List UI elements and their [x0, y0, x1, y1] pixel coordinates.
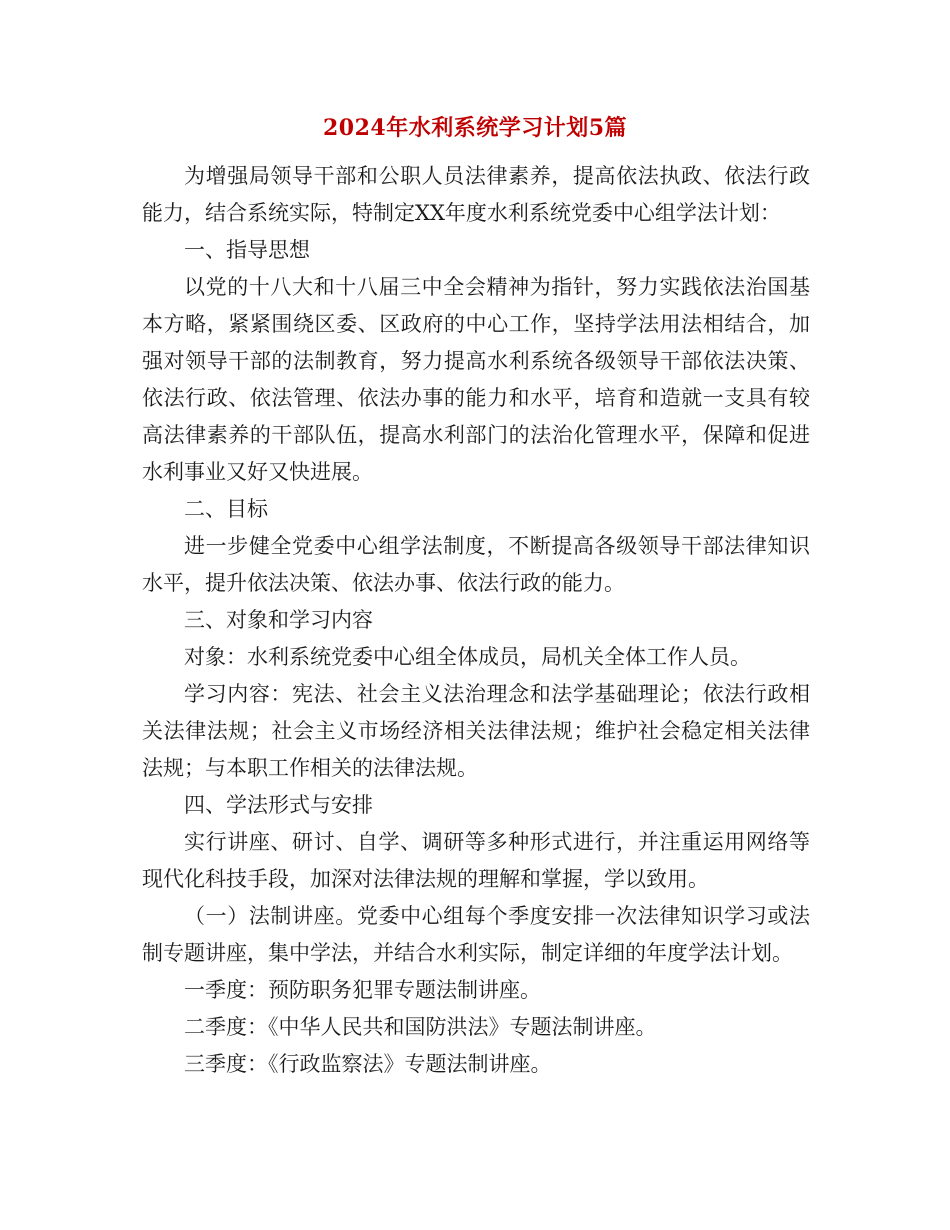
guiding-thought-paragraph: 以党的十八大和十八届三中全会精神为指针，努力实践依法治国基本方略，紧紧围绕区委、区政府的中心工作，坚持学法用法相结合，加强对领导干部的法制教育，努力提高水利系统各级领导干部依法决策、依法行政、依法管理、依法办事的能力和水平，培育和造就一支具有较高法律素养的干部队伍，提高水利部门的法治化管理水平，保障和促进水利事业又好又快进展。 [142, 275, 810, 484]
section-heading-goals: 二、目标 [184, 497, 268, 521]
quarter-1-item: 一季度：预防职务犯罪专题法制讲座。 [184, 978, 541, 1002]
section-heading-targets-content: 三、对象和学习内容 [184, 608, 373, 632]
section-heading-guiding-thought: 一、指导思想 [184, 238, 310, 262]
quarter-2-item: 二季度：《中华人民共和国防洪法》专题法制讲座。 [184, 1015, 657, 1039]
intro-paragraph: 为增强局领导干部和公职人员法律素养，提高依法执政、依法行政能力，结合系统实际，特制定XX年度水利系统党委中心组学法计划： [142, 164, 810, 225]
goals-paragraph: 进一步健全党委中心组学法制度，不断提高各级领导干部法律知识水平，提升依法决策、依法办事、依法行政的能力。 [142, 534, 810, 595]
lecture-paragraph: （一）法制讲座。党委中心组每个季度安排一次法律知识学习或法制专题讲座，集中学法，并结合水利实际，制定详细的年度学法计划。 [142, 904, 810, 965]
study-content-paragraph: 学习内容：宪法、社会主义法治理念和法学基础理论；依法行政相关法律法规；社会主义市场经济相关法律法规；维护社会稳定相关法律法规；与本职工作相关的法律法规。 [142, 682, 810, 780]
targets-paragraph: 对象：水利系统党委中心组全体成员，局机关全体工作人员。 [184, 645, 751, 669]
document-body [142, 158, 810, 1083]
forms-paragraph: 实行讲座、研讨、自学、调研等多种形式进行，并注重运用网络等现代化科技手段，加深对法律法规的理解和掌握，学以致用。 [142, 830, 810, 891]
quarter-3-item: 三季度：《行政监察法》专题法制讲座。 [184, 1052, 552, 1076]
document-title: 2024年水利系统学习计划5篇 [322, 115, 628, 141]
section-heading-forms-arrangement: 四、学法形式与安排 [184, 793, 373, 817]
